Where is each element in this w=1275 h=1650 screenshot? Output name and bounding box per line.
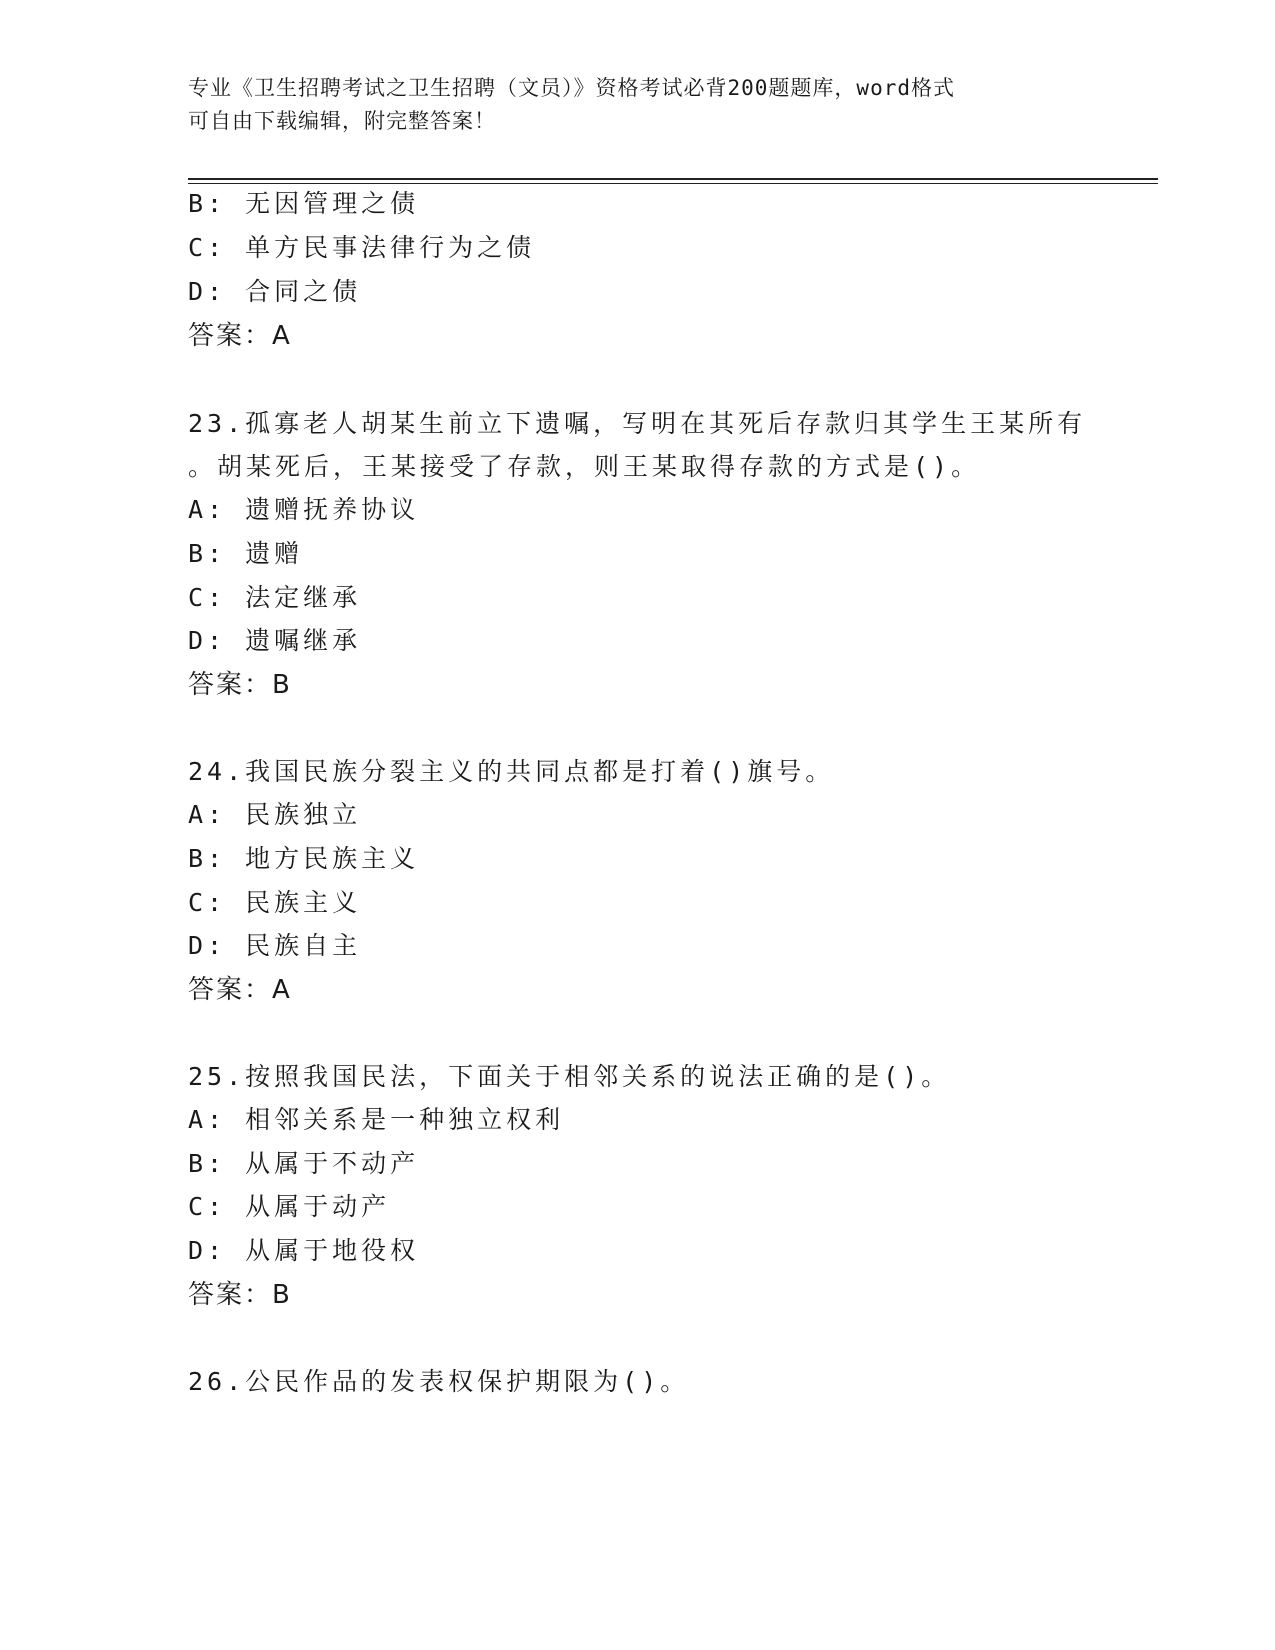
q23-answer: 答案：B [188, 670, 292, 700]
q25-stem: 25.按照我国民法，下面关于相邻关系的说法正确的是()。 [188, 1062, 951, 1091]
q24-answer: 答案：A [188, 975, 292, 1005]
header-line-2: 可自由下载编辑，附完整答案！ [188, 109, 496, 133]
q25-option-c: C: 从属于动产 [188, 1192, 391, 1221]
prev-option-b: B: 无因管理之债 [188, 189, 420, 218]
header-divider-thick [188, 178, 1158, 180]
prev-answer: 答案：A [188, 321, 292, 351]
q23-option-a: A: 遗赠抚养协议 [188, 495, 420, 524]
prev-option-d: D: 合同之债 [188, 277, 362, 306]
q25-option-b: B: 从属于不动产 [188, 1149, 420, 1178]
q25-answer: 答案：B [188, 1280, 292, 1310]
q24-option-a: A: 民族独立 [188, 800, 362, 829]
q24-option-c: C: 民族主义 [188, 888, 362, 917]
q24-option-b: B: 地方民族主义 [188, 844, 420, 873]
q23-option-d: D: 遗嘱继承 [188, 626, 362, 655]
q23-stem-line-2: 。胡某死后，王某接受了存款，则王某取得存款的方式是()。 [188, 452, 981, 481]
header-divider-thin [188, 183, 1158, 184]
q26-stem: 26.公民作品的发表权保护期限为()。 [188, 1367, 690, 1396]
q25-option-a: A: 相邻关系是一种独立权利 [188, 1105, 565, 1134]
q23-option-c: C: 法定继承 [188, 583, 362, 612]
q25-option-d: D: 从属于地役权 [188, 1236, 420, 1265]
q24-option-d: D: 民族自主 [188, 931, 362, 960]
q23-option-b: B: 遗赠 [188, 539, 304, 568]
document-header [188, 72, 1068, 138]
prev-option-c: C: 单方民事法律行为之债 [188, 233, 536, 262]
header-line-1: 专业《卫生招聘考试之卫生招聘（文员）》资格考试必背200题题库，word格式 [188, 76, 955, 100]
q24-stem: 24.我国民族分裂主义的共同点都是打着()旗号。 [188, 757, 835, 786]
q23-stem-line-1: 23.孤寡老人胡某生前立下遗嘱，写明在其死后存款归其学生王某所有 [188, 409, 1087, 438]
